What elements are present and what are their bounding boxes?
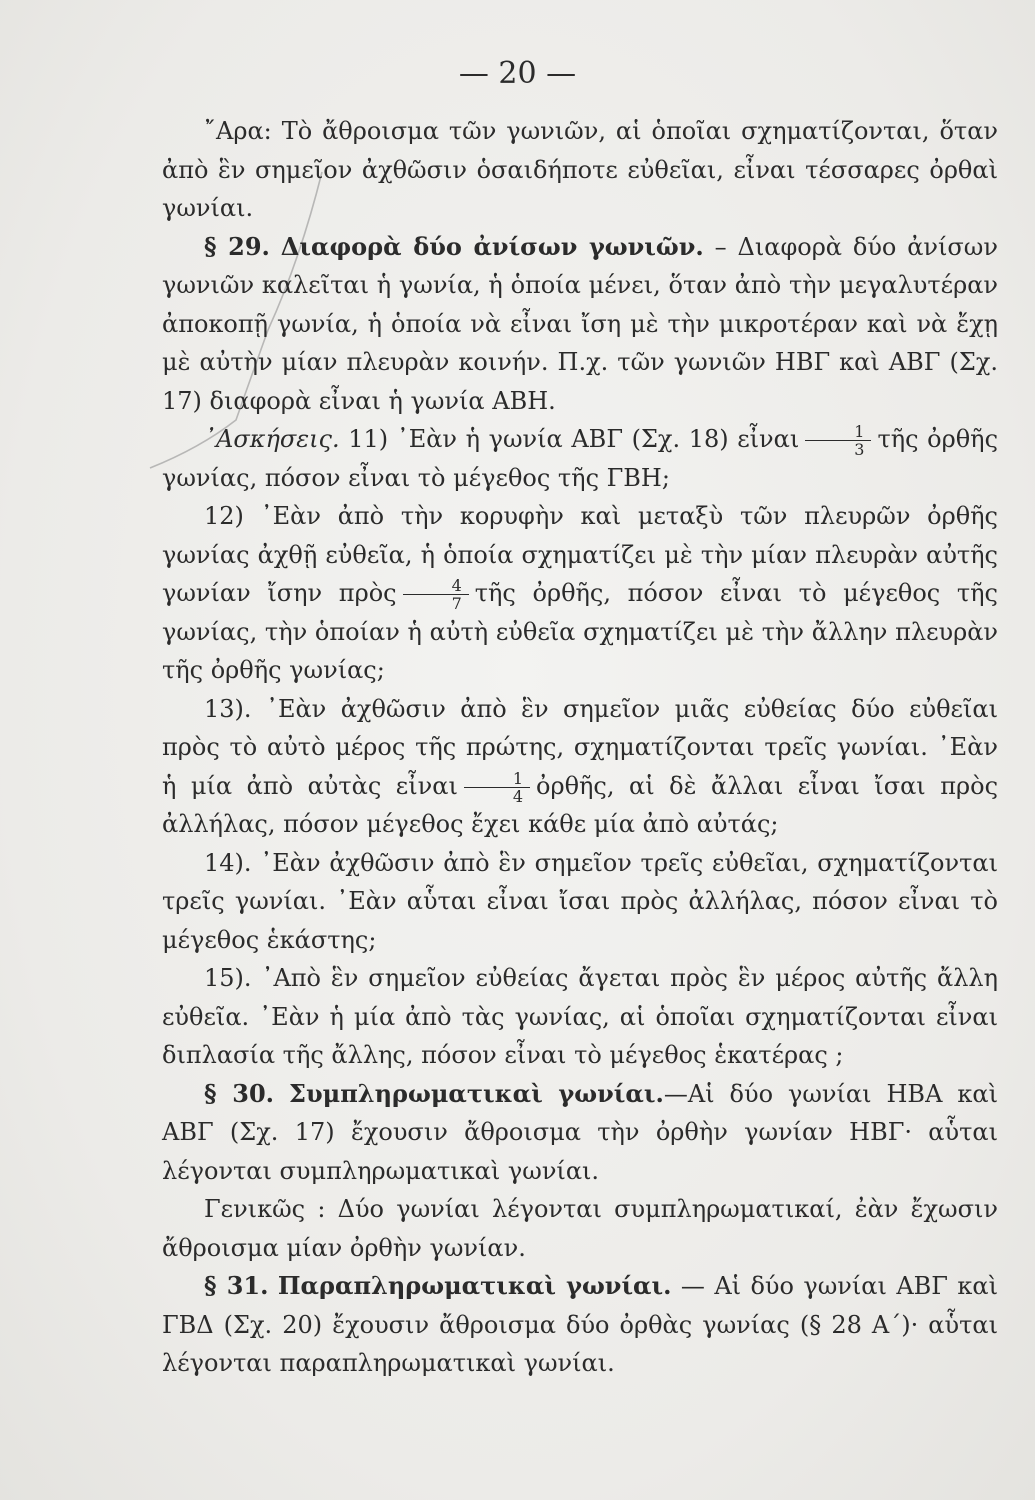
exercise-13-text: 13). ᾿Εὰν ἀχθῶσιν ἀπὸ ἓν σημεῖον μιᾶς εὐθείας δύο εὐθεῖαι πρὸς τὸ αὐτὸ μέρος τῆς πρώτης, σχηματίζονται τρεῖς γωνίαι. ᾿Εὰν ἡ μία ἀπὸ αὐτὰς εἶναι [162,694,998,800]
fraction-numerator: 1 [805,423,871,441]
section-29-number: § 29. [204,231,270,261]
fraction-denominator: 3 [854,440,865,459]
section-31-heading: Παραπληρωματικαὶ γωνίαι. [277,1271,672,1300]
section-30 [162,1075,998,1191]
exercise-13 [162,690,998,844]
fraction-numerator: 1 [464,770,530,788]
conclusion-paragraph: ῎Αρα: Τὸ ἄθροισμα τῶν γωνιῶν, αἱ ὁποῖαι σχηματίζονται, ὅταν ἀπὸ ἓν σημεῖον ἀχθῶσιν ὁσαιδήποτε εὐθεῖαι, εἶναι τέσσαρες ὀρθαὶ γωνίαι. [162,117,998,222]
section-31 [162,1267,998,1383]
fraction-numerator: 4 [403,577,469,595]
section-29 [162,228,998,421]
fraction-denominator: 4 [512,786,524,806]
exercise-11-text: 11) ᾿Εὰν ἡ γωνία ΑΒΓ (Σχ. 18) εἶναι [339,425,800,453]
section-30-body: —Αἱ δύο γωνίαι ΗΒΑ καὶ ΑΒΓ (Σχ. 17) ἔχουσιν ἄθροισμα τὴν ὀρθὴν γωνίαν ΗΒΓ· αὗται λέγονται συμπληρωματικαὶ γωνίαι. [162,1079,998,1185]
section-31-body: — Αἱ δύο γωνίαι ΑΒΓ καὶ ΓΒΔ (Σχ. 20) ἔχουσιν ἄθροισμα δύο ὀρθὰς γωνίας (§ 28 Α΄)· αὗται λέγονται παραπληρωματικαὶ γωνίαι. [162,1272,998,1377]
fraction-one-third [805,423,871,458]
exercise-14: 14). ᾿Εὰν ἀχθῶσιν ἀπὸ ἓν σημεῖον τρεῖς εὐθεῖαι, σχηματίζονται τρεῖς γωνίαι. ᾿Εὰν αὗται εἶναι ἴσαι πρὸς ἀλλήλας, πόσον εἶναι τὸ μέγεθος ἑκάστης; [162,848,998,954]
section-31-number: § 31. [204,1271,269,1300]
section-29-heading: Διαφορὰ δύο ἀνίσων γωνιῶν. [280,231,704,261]
section-30-number: § 30. [204,1078,275,1108]
page-number: — 20 — [458,56,577,91]
exercise-11-text-end: τῆς ὀρθῆς γωνίας, πόσον εἶναι τὸ μέγεθος τῆς ΓΒΗ; [162,425,999,492]
exercises-label: ᾿Ασκήσεις. [204,425,340,453]
exercise-11 [162,420,998,497]
exercise-15: 15). ᾿Απὸ ἓν σημεῖον εὐθείας ἄγεται πρὸς ἓν μέρος αὐτῆς ἄλλη εὐθεῖα. ᾿Εὰν ἡ μία ἀπὸ τὰς γωνίας, αἱ ὁποῖαι σχηματίζονται εἶναι διπλασία τῆς ἄλλης, πόσον εἶναι τὸ μέγεθος ἑκατέρας ; [162,964,998,1069]
fraction-four-sevenths [403,577,469,612]
exercise-12 [162,497,998,690]
exercise-12-text-end: τῆς ὀρθῆς, πόσον εἶναι τὸ μέγεθος τῆς γωνίας, τὴν ὁποίαν ἡ αὐτὴ εὐθεῖα σχηματίζει μὲ τὴν ἄλλην πλευρὰν τῆς ὀρθῆς γωνίας; [162,579,998,684]
section-30-heading: Συμπληρωματικαὶ γωνίαι. [289,1078,664,1108]
general-definition: Γενικῶς : Δύο γωνίαι λέγονται συμπληρωματικαί, ἐὰν ἔχωσιν ἄθροισμα μίαν ὀρθὴν γωνίαν. [162,1195,998,1262]
fraction-one-quarter [464,770,530,805]
section-29-body: – Διαφορὰ δύο ἀνίσων γωνιῶν καλεῖται ἡ γωνία, ἡ ὁποία μένει, ὅταν ἀπὸ τὴν μεγαλυτέραν ἀποκοπῇ γωνία, ἡ ὁποία νὰ εἶναι ἴση μὲ τὴν μικροτέραν καὶ νὰ ἔχῃ μὲ αὐτὴν μίαν πλευρὰν κοινήν. Π.χ. τῶν γωνιῶν ΗΒΓ καὶ ΑΒΓ (Σχ. 17) διαφορὰ εἶναι ἡ γωνία ΑΒΗ. [162,232,998,415]
fraction-denominator: 7 [451,594,462,613]
exercise-12-text: 12) ᾿Εὰν ἀπὸ τὴν κορυφὴν καὶ μεταξὺ τῶν πλευρῶν ὀρθῆς γωνίας ἀχθῇ εὐθεῖα, ἡ ὁποία σχηματίζει μὲ τὴν μίαν πλευρὰν αὐτῆς γωνίαν ἴσην πρὸς [162,502,998,607]
exercise-13-text-end: ὀρθῆς, αἱ δὲ ἄλλαι εἶναι ἴσαι πρὸς ἀλλήλας, πόσον μέγεθος ἔχει κάθε μία ἀπὸ αὐτάς; [162,771,999,838]
page-body [162,112,998,1383]
